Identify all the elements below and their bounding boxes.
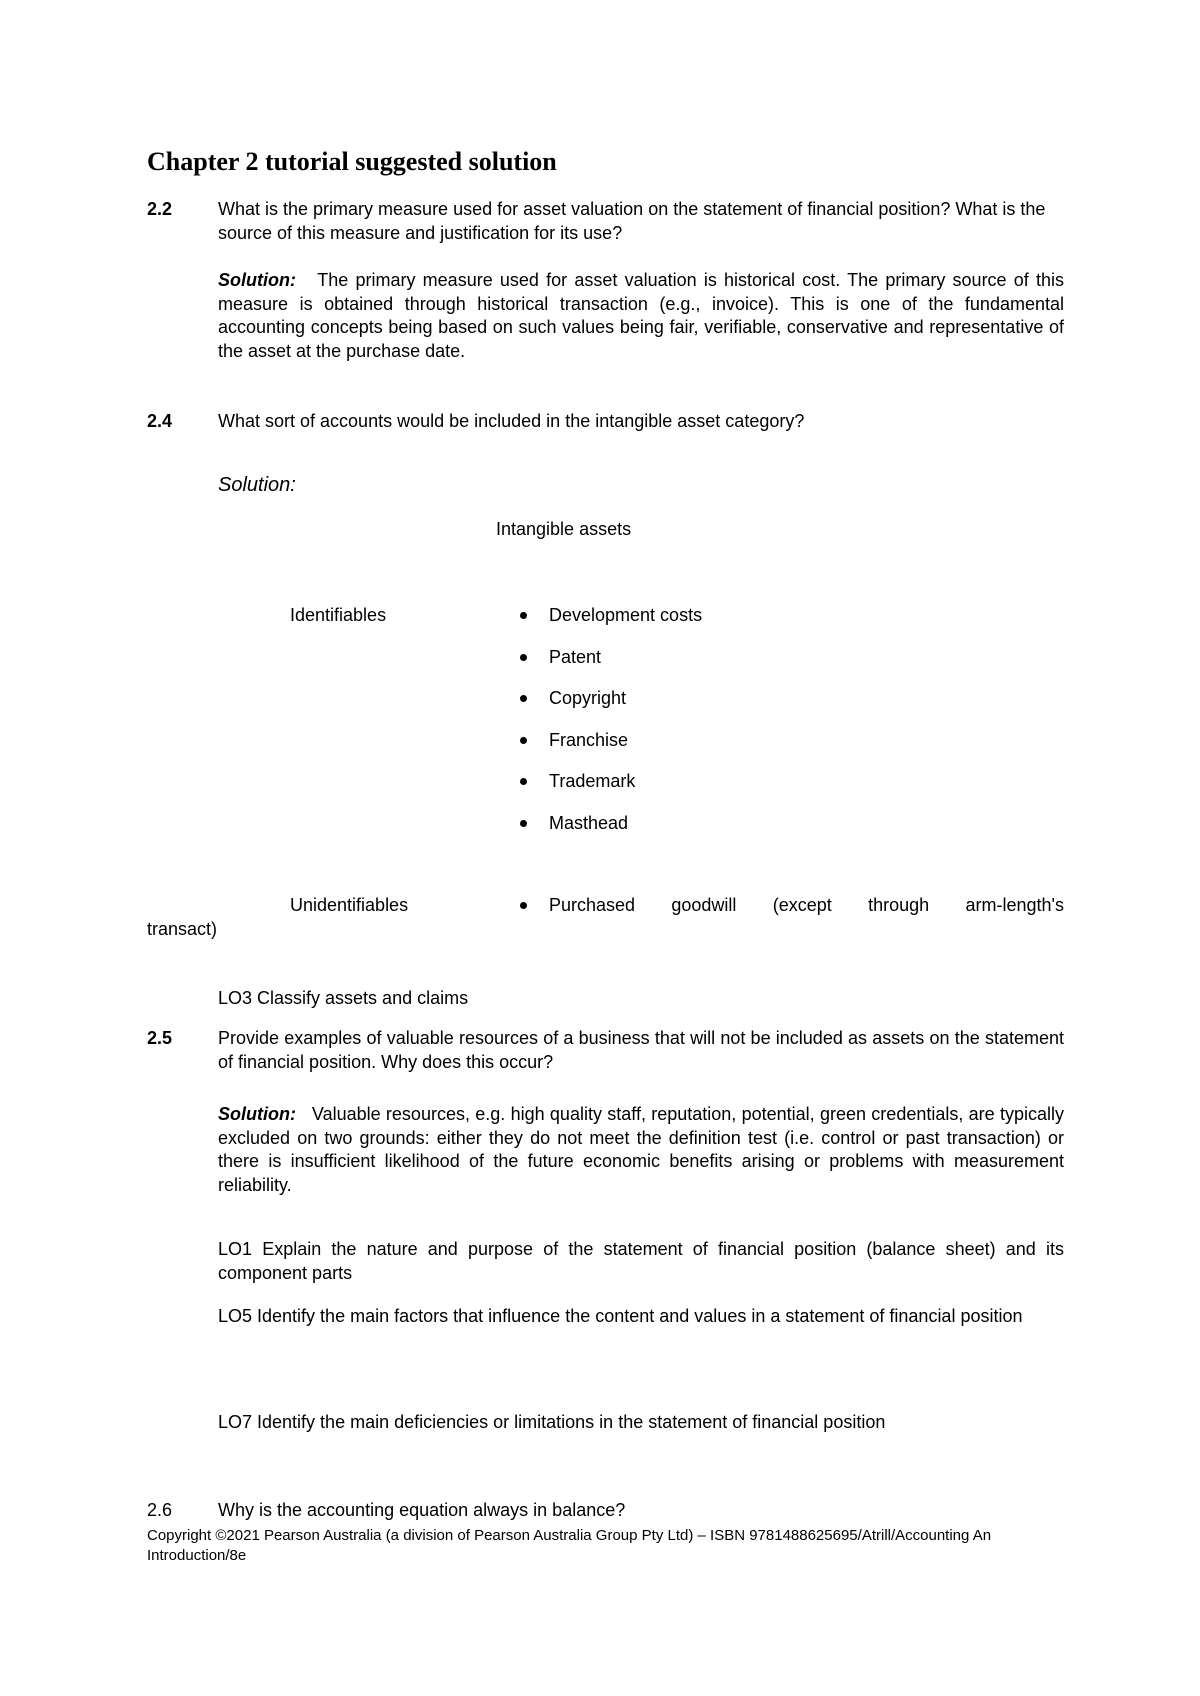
- learning-outcome-lo3: LO3 Classify assets and claims: [218, 988, 469, 1008]
- question-2-5-text: Provide examples of valuable resources of a business that will not be included as assets on the statement of financial position. Why does this occur?: [218, 1028, 1064, 1072]
- list-item: Franchise: [517, 729, 702, 771]
- bullet-icon: [520, 778, 527, 785]
- bullet-icon: [520, 612, 527, 619]
- unidentifiables-row: [147, 894, 1064, 941]
- bullet-icon: [520, 654, 527, 661]
- learning-outcome-lo7: LO7 Identify the main deficiencies or limitations in the statement of financial position: [218, 1412, 886, 1432]
- diagram-title: Intangible assets: [496, 519, 632, 539]
- question-number-2-2: 2.2: [147, 199, 173, 219]
- unidentifiables-label: Unidentifiables: [290, 895, 409, 915]
- identifiables-label: Identifiables: [290, 605, 387, 625]
- learning-outcome-lo5: LO5 Identify the main factors that influence the content and values in a statement of financial position: [218, 1306, 1023, 1326]
- question-2-2-solution: [218, 269, 1064, 363]
- list-item: Patent: [517, 646, 702, 688]
- learning-outcome-lo1: LO1 Explain the nature and purpose of the statement of financial position (balance sheet) and its component parts: [218, 1239, 1064, 1283]
- list-item: Development costs: [517, 604, 702, 646]
- solution-label: Solution:: [218, 1104, 296, 1124]
- solution-text: The primary measure used for asset valuation is historical cost. The primary source of this measure is obtained through historical transaction (e.g., invoice). This is one of the fundamental accounting concepts being based on such values being fair, verifiable, conservative and representative of the asset at the purchase date.: [218, 270, 1064, 361]
- bullet-icon: [520, 902, 527, 909]
- question-2-6-text: Why is the accounting equation always in balance?: [218, 1500, 626, 1520]
- identifiables-list: [517, 604, 702, 853]
- unidentifiables-item: Purchased goodwill (except through arm-length's: [549, 895, 1064, 915]
- bullet-icon: [520, 695, 527, 702]
- unidentifiables-item-continued: transact): [147, 918, 218, 939]
- solution-label: Solution:: [218, 270, 296, 290]
- list-item: Trademark: [517, 770, 702, 812]
- question-2-4-solution-label: Solution:: [218, 474, 296, 496]
- solution-text: Valuable resources, e.g. high quality staff, reputation, potential, green credentials, are typically excluded on two grounds: either they do not meet the definition test (i.e. control or past transaction) or there is insufficient likelihood of the future economic benefits arising or problems with measurement reliability.: [218, 1104, 1064, 1195]
- bullet-icon: [520, 737, 527, 744]
- question-2-4-text: What sort of accounts would be included in the intangible asset category?: [218, 411, 805, 431]
- list-item: Copyright: [517, 687, 702, 729]
- question-2-2-text: What is the primary measure used for asset valuation on the statement of financial position? What is the source of this measure and justification for its use?: [218, 199, 1046, 243]
- list-item: Masthead: [517, 812, 702, 854]
- question-number-2-4: 2.4: [147, 411, 173, 431]
- copyright-footer: Copyright ©2021 Pearson Australia (a division of Pearson Australia Group Pty Ltd) – ISBN 9781488625695/Atrill/Accounting An Introduction/8e: [147, 1527, 992, 1564]
- bullet-icon: [520, 820, 527, 827]
- page-title: Chapter 2 tutorial suggested solution: [147, 147, 557, 176]
- question-number-2-6: 2.6: [147, 1500, 173, 1520]
- question-2-5-solution: [218, 1103, 1064, 1197]
- question-number-2-5: 2.5: [147, 1028, 173, 1048]
